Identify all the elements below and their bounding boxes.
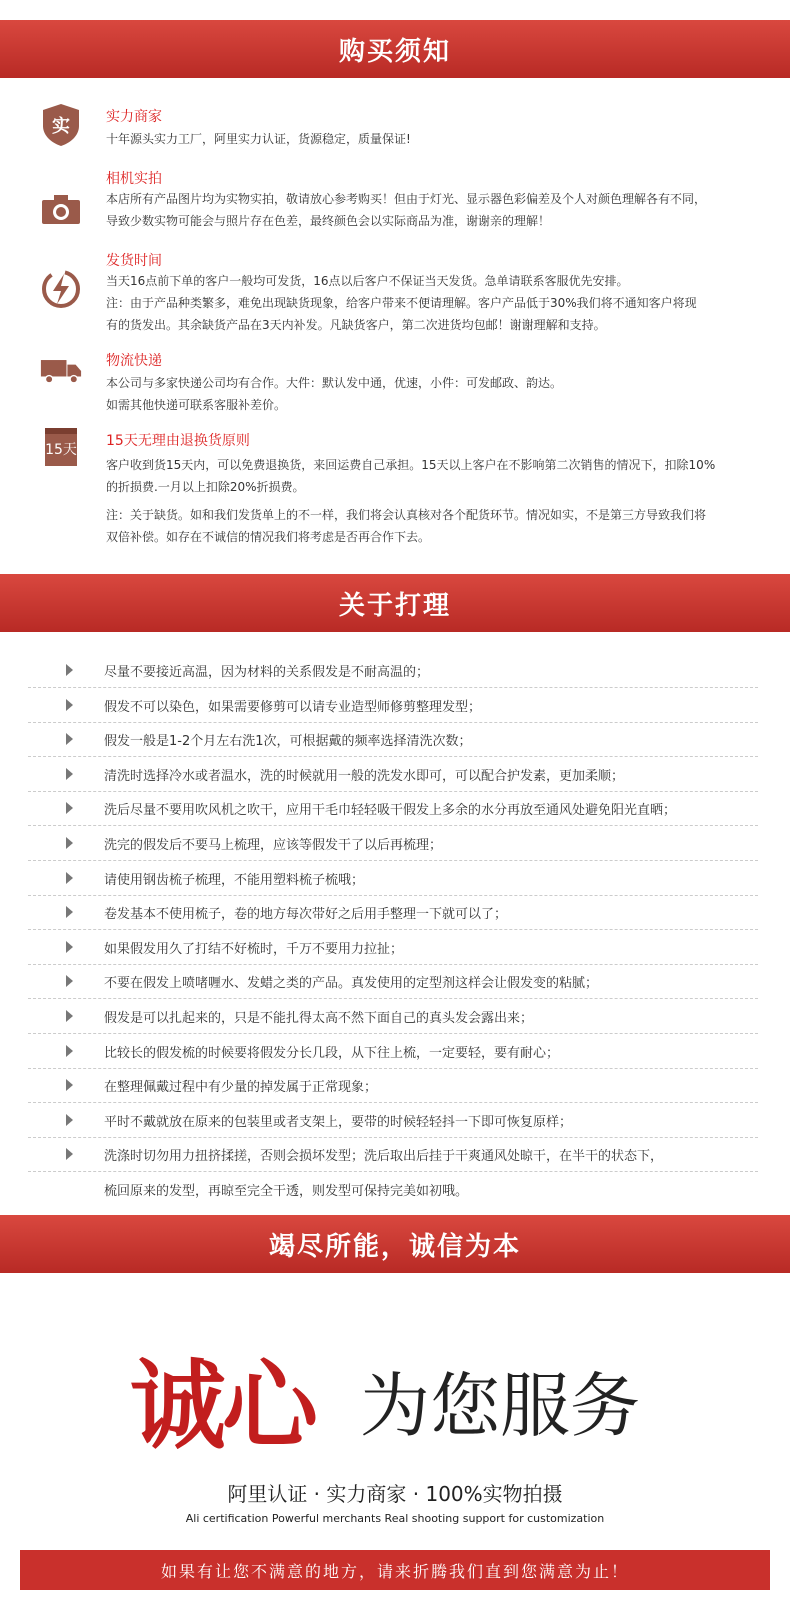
notice-text: 客户收到货15天内，可以免费退换货，来回运费自己承担。15天以上客户在不影响第二次销售的情况下，扣除10% 的折损费.一月以上扣除20%折损费。 注：关于缺货。如和我们发货单上的不一样，我们将会认真核对各个配货环节。情况如实，不是第三方导致我们将 双倍补偿。如存在不诚信的情况我们将考虑是否再合作下去。 (106, 458, 716, 544)
care-text: 假发不可以染色，如果需要修剪可以请专业造型师修剪整理发型； (104, 699, 482, 715)
notice-title: 15天无理由退换货原则 (106, 433, 250, 449)
care-row (28, 652, 758, 688)
bottom-text: 如果有让您不满意的地方，请来折腾我们直到您满意为止！ (160, 1561, 629, 1581)
triangle-right-icon (66, 1148, 73, 1160)
notice-item-strength (40, 102, 770, 162)
notice-item-return (40, 430, 770, 560)
care-last-line: 梳回原来的发型，再晾至完全干透，则发型可保持完美如初哦。 (104, 1184, 469, 1199)
section-title: 关于打理 (338, 590, 451, 621)
notice-text: 十年源头实力工厂，阿里实力认证，货源稳定，质量保证! (106, 132, 411, 146)
care-row (28, 998, 758, 1034)
care-row (28, 894, 758, 930)
calendar-icon (40, 426, 82, 468)
notice-text: 当天16点前下单的客户一般均可发货，16点以后客户不保证当天发货。急单请联系客服优先安排。 注：由于产品种类繁多，难免出现缺货现象，给客户带来不便请理解。客户产品低于30%我们将不通知客户将现 有的货发出。其余缺货产品在3天内补发。凡缺货客户，第二次进货均包邮！谢谢理解和支持。 (106, 274, 697, 332)
section-banner-notice (0, 20, 790, 78)
care-text: 清洗时选择冷水或者温水，洗的时候就用一般的洗发水即可，可以配合护发素，更加柔顺； (104, 768, 625, 784)
bottom-banner (20, 1550, 770, 1590)
care-text: 洗后尽量不要用吹风机之吹干，应用干毛巾轻轻吸干假发上多余的水分再放至通风处避免阳光直晒； (104, 803, 677, 819)
triangle-right-icon (66, 664, 73, 676)
care-text: 请使用钢齿梳子梳理，不能用塑料梳子梳哦； (104, 872, 365, 888)
slogan-red: 诚心 (130, 1349, 314, 1462)
svg-text:15天: 15天 (45, 442, 77, 458)
care-row (28, 1102, 758, 1138)
triangle-right-icon (66, 1010, 73, 1022)
triangle-right-icon (66, 802, 73, 814)
notice-title: 物流快递 (106, 353, 162, 369)
care-text: 假发一般是1-2个月左右洗1次，可根据戴的频率选择清洗次数； (104, 734, 472, 750)
care-row (28, 825, 758, 861)
triangle-right-icon (66, 768, 73, 780)
notice-item-shipping (40, 248, 770, 338)
truck-icon (40, 350, 82, 392)
care-row (28, 929, 758, 965)
care-text: 在整理佩戴过程中有少量的掉发属于正常现象； (104, 1080, 378, 1096)
notice-title: 发货时间 (106, 253, 162, 269)
care-row (28, 963, 758, 999)
section-title: 购买须知 (338, 36, 451, 67)
notice-title: 实力商家 (106, 109, 162, 125)
care-text: 比较长的假发梳的时候要将假发分长几段，从下往上梳，一定要轻，要有耐心； (104, 1045, 560, 1061)
care-text: 洗完的假发后不要马上梳理，应该等假发干了以后再梳理； (104, 838, 443, 853)
care-text: 洗涤时切勿用力扭挤揉搓，否则会损坏发型；洗后取出后挂于干爽通风处晾干，在半干的状态下， (104, 1149, 664, 1165)
notice-item-camera (40, 166, 770, 246)
slogan-black: 为您服务 (360, 1365, 640, 1447)
triangle-right-icon (66, 941, 73, 953)
section-banner-care (0, 574, 790, 632)
triangle-right-icon (66, 975, 73, 987)
care-row (28, 756, 758, 792)
care-text: 卷发基本不使用梳子，卷的地方每次带好之后用手整理一下就可以了； (104, 907, 508, 923)
triangle-right-icon (66, 1045, 73, 1057)
notice-title: 相机实拍 (106, 171, 162, 187)
triangle-right-icon (66, 699, 73, 711)
camera-icon (40, 188, 82, 230)
care-text: 不要在假发上喷啫喱水、发蜡之类的产品。真发使用的定型剂这样会让假发变的粘腻； (104, 976, 599, 992)
certification-en: Ali certification Powerful merchants Real shooting support for customization (185, 1512, 605, 1525)
care-row (28, 721, 758, 757)
care-text: 平时不戴就放在原来的包装里或者支架上，要带的时候轻轻抖一下即可恢复原样； (104, 1114, 573, 1130)
triangle-right-icon (66, 1079, 73, 1091)
lightning-icon (40, 268, 82, 310)
section-title: 竭尽所能，诚信为本 (268, 1231, 521, 1262)
care-text: 如果假发用久了打结不好梳时，千万不要用力拉扯； (104, 941, 404, 957)
care-row (28, 1136, 758, 1172)
notice-text: 本店所有产品图片均为实物实拍，敬请放心参考购买！但由于灯光、显示器色彩偏差及个人对颜色理解各有不同， 导致少数实物可能会与照片存在色差，最终颜色会以实际商品为准，谢谢亲的理解！ (106, 192, 707, 228)
triangle-right-icon (66, 1114, 73, 1126)
care-row (28, 860, 758, 896)
care-row (28, 687, 758, 723)
triangle-right-icon (66, 733, 73, 745)
care-row (28, 790, 758, 826)
shield-icon (40, 104, 82, 146)
care-row (28, 1067, 758, 1103)
notice-item-logistics (40, 350, 770, 420)
notice-text: 本公司与多家快递公司均有合作。大件：默认发中通，优速，小件：可发邮政、韵达。 如需其他快递可联系客服补差价。 (106, 376, 563, 412)
certification-cn: 阿里认证 · 实力商家 · 100%实物拍摄 (227, 1482, 563, 1506)
care-row (28, 1033, 758, 1069)
section-banner-service (0, 1215, 790, 1273)
triangle-right-icon (66, 837, 73, 849)
triangle-right-icon (66, 872, 73, 884)
svg-text:实: 实 (52, 116, 70, 137)
triangle-right-icon (66, 906, 73, 918)
care-text: 尽量不要接近高温，因为材料的关系假发是不耐高温的； (104, 665, 430, 680)
care-text: 假发是可以扎起来的，只是不能扎得太高不然下面自己的真头发会露出来； (104, 1011, 534, 1026)
